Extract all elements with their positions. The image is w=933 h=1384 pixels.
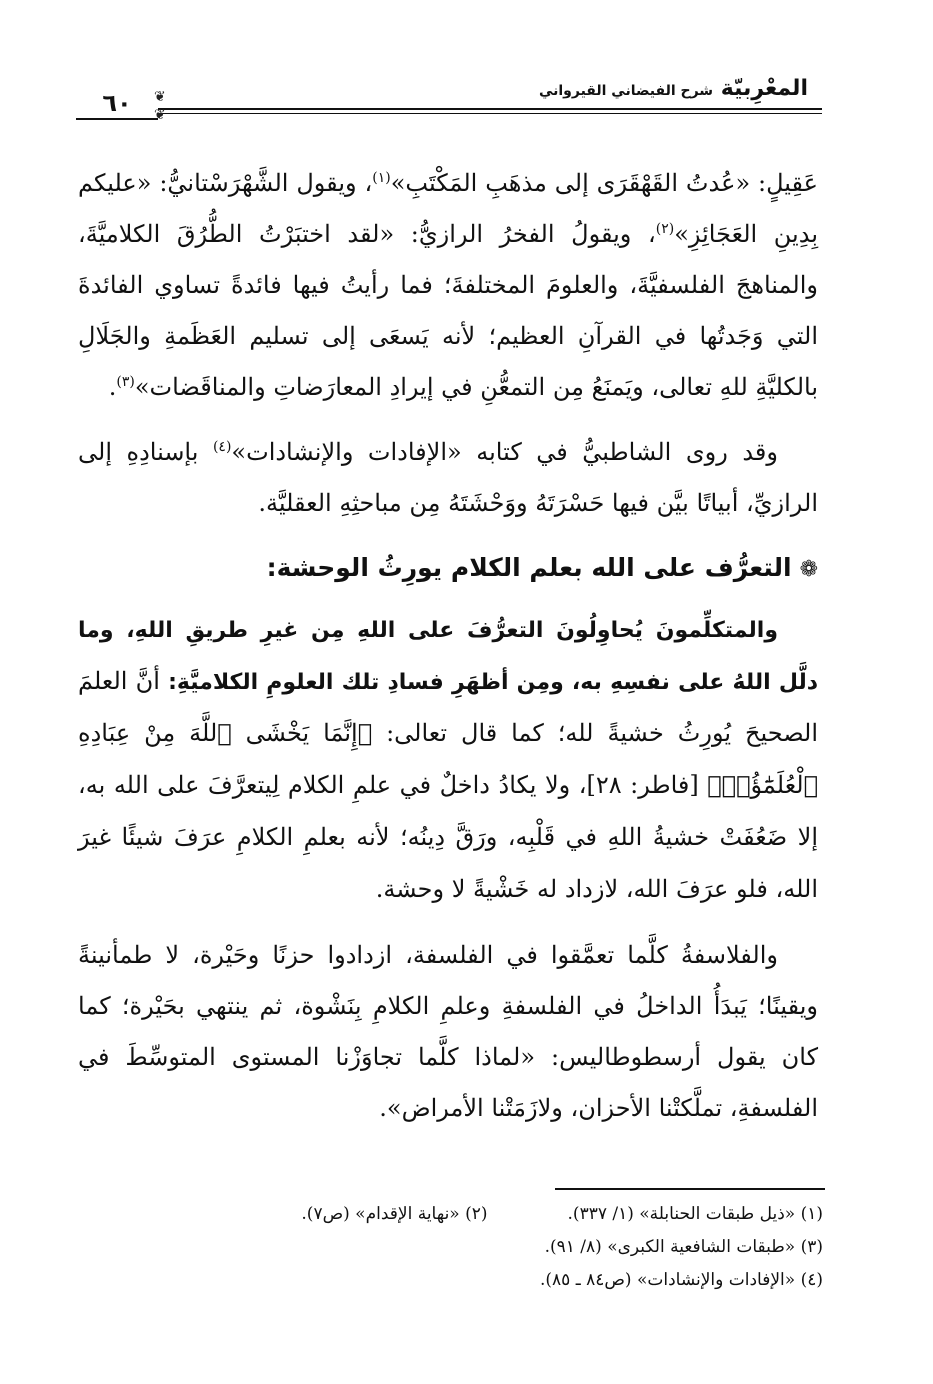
- paragraph-quotes: [78, 158, 818, 413]
- paragraph-philosophers: والفلاسفةُ كلَّما تعمَّقوا في الفلسفة، ازدادوا حزنًا وحَيْرة، لا طمأنينةً ويقينًا؛ يَبدَأُ الداخلُ في الفلسفةِ وعلمِ الكلامِ بِنَشْوة، ثم ينتهي بحَيْرة؛ كما كان يقول أرسطوطاليس: «لماذا كلَّما تجاوَزْنا المستوى المتوسِّطَ في الفلسفةِ، تملَّكتْنا الأحزان، ولازَمَتْنا الأمراض».: [78, 941, 818, 1122]
- footnote-3: (٣) «طبقات الشافعية الكبرى» (٨/ ٩١).: [544, 1237, 823, 1257]
- footnote-row: [103, 1264, 823, 1297]
- footnote-1: (١) «ذيل طبقات الحنابلة» (١/ ٣٣٧).: [567, 1204, 823, 1224]
- paragraph-mutakallimun: [78, 605, 818, 916]
- running-header: [52, 68, 822, 128]
- footnote-marker: (١): [372, 170, 391, 186]
- footnote-marker: (٣): [116, 374, 135, 390]
- text-run: .: [108, 373, 117, 401]
- quran-verse: ﴿إِنَّمَا يَخْشَى ٱللَّهَ مِنْ عِبَادِهِ ٱلْعُلَمَٰٓؤُا۟﴾: [78, 719, 818, 799]
- footnote-row: [103, 1198, 823, 1231]
- footnote-marker: (٢): [655, 221, 675, 237]
- bold-text-run: والمتكلِّمونَ يُحاوِلُونَ التعرُّفَ على اللهِ مِن غيرِ طريقِ اللهِ، وما دلَّل اللهُ على نفسِهِ به، ومِن أظهَرِ فسادِ تلك العلومِ الكلاميَّةِ:: [78, 618, 819, 695]
- page-number-box: [52, 88, 182, 122]
- footnote-4: (٤) «الإفادات والإنشادات» (ص٨٤ ـ ٨٥).: [539, 1270, 823, 1290]
- section-heading: [78, 543, 818, 595]
- ornament-icon: ❦: [154, 107, 166, 123]
- ornament-icon: ❦: [154, 89, 166, 105]
- flower-bullet-icon: ❁: [799, 557, 818, 582]
- verse-reference: [فاطر: ٢٨]: [586, 771, 708, 799]
- paragraph-shatibi: [78, 427, 818, 529]
- header-rule-thin: [122, 113, 822, 114]
- footnotes: [103, 1198, 823, 1297]
- text-run: وقد روى الشاطبيُّ في كتابه «الإفادات والإنشادات»: [231, 438, 778, 466]
- section-heading-text: التعرُّف على الله بعلم الكلام يورِثُ الوحشة:: [266, 553, 792, 582]
- text-run: ، ويقول الشَّهْرَسْتانيُّ: «عليكم بِدِينِ العَجَائِزِ»: [78, 169, 818, 248]
- text-run: بإسنادِهِ إلى الرازيِّ، أبياتًا بيَّن فيها حَسْرَتَهُ ووَحْشَتَهُ مِن مباحثِهِ العقليَّة.: [78, 438, 818, 517]
- header-rule: [122, 108, 822, 110]
- book-title-main: المعْرِبيّة: [720, 76, 808, 101]
- text-run: ، ولا يكادُ داخلٌ في علمِ الكلام لِيتعرَّفَ على الله به، إلا ضَعُفَتْ خشيةُ اللهِ في قَلْبِه، ورَقَّ دِينُه؛ لأنه بعلمِ الكلامِ عرَفَ شيئًا غيرَ الله، فلو عرَفَ الله، لازداد له خَشْيةً لا وحشة.: [78, 771, 818, 903]
- footnote-row: [103, 1231, 823, 1264]
- footnote-separator: [555, 1188, 825, 1190]
- footnote-marker: (٤): [212, 439, 232, 455]
- book-title-sub: شرح الفيضاني القيرواني: [538, 83, 714, 99]
- text-run: ، ويقولُ الفخرُ الرازيُّ: «لقد اختبَرْتُ الطُّرُقَ الكلاميَّةَ، والمناهجَ الفلسفيَّةَ، والعلومَ المختلفةَ؛ فما رأيتُ فيها فائدةً تساوي الفائدةَ التي وَجَدتُها في القرآنِ العظيم؛ لأنه يَسعَى إلى تسليم العَظَمةِ والجَلَالِ بالكليَّةِ للهِ تعالى، ويَمنَعُ مِن التمعُّنِ في إيرادِ المعارَضاتِ والمناقَضات»: [78, 220, 818, 401]
- main-text: [78, 158, 818, 1148]
- book-title: [539, 74, 808, 106]
- page-number: ٦٠: [76, 88, 158, 118]
- text-run: أنَّ العلمَ الصحيحَ يُورِثُ خشيةً لله؛ كما قال تعالى:: [78, 667, 818, 747]
- footnote-2: (٢) «نهاية الإقدام» (ص٧).: [301, 1204, 488, 1224]
- text-run: عَقِيلٍ: «عُدتُ القَهْقَرَى إلى مذهَبِ المَكْتَبِ»: [390, 169, 818, 197]
